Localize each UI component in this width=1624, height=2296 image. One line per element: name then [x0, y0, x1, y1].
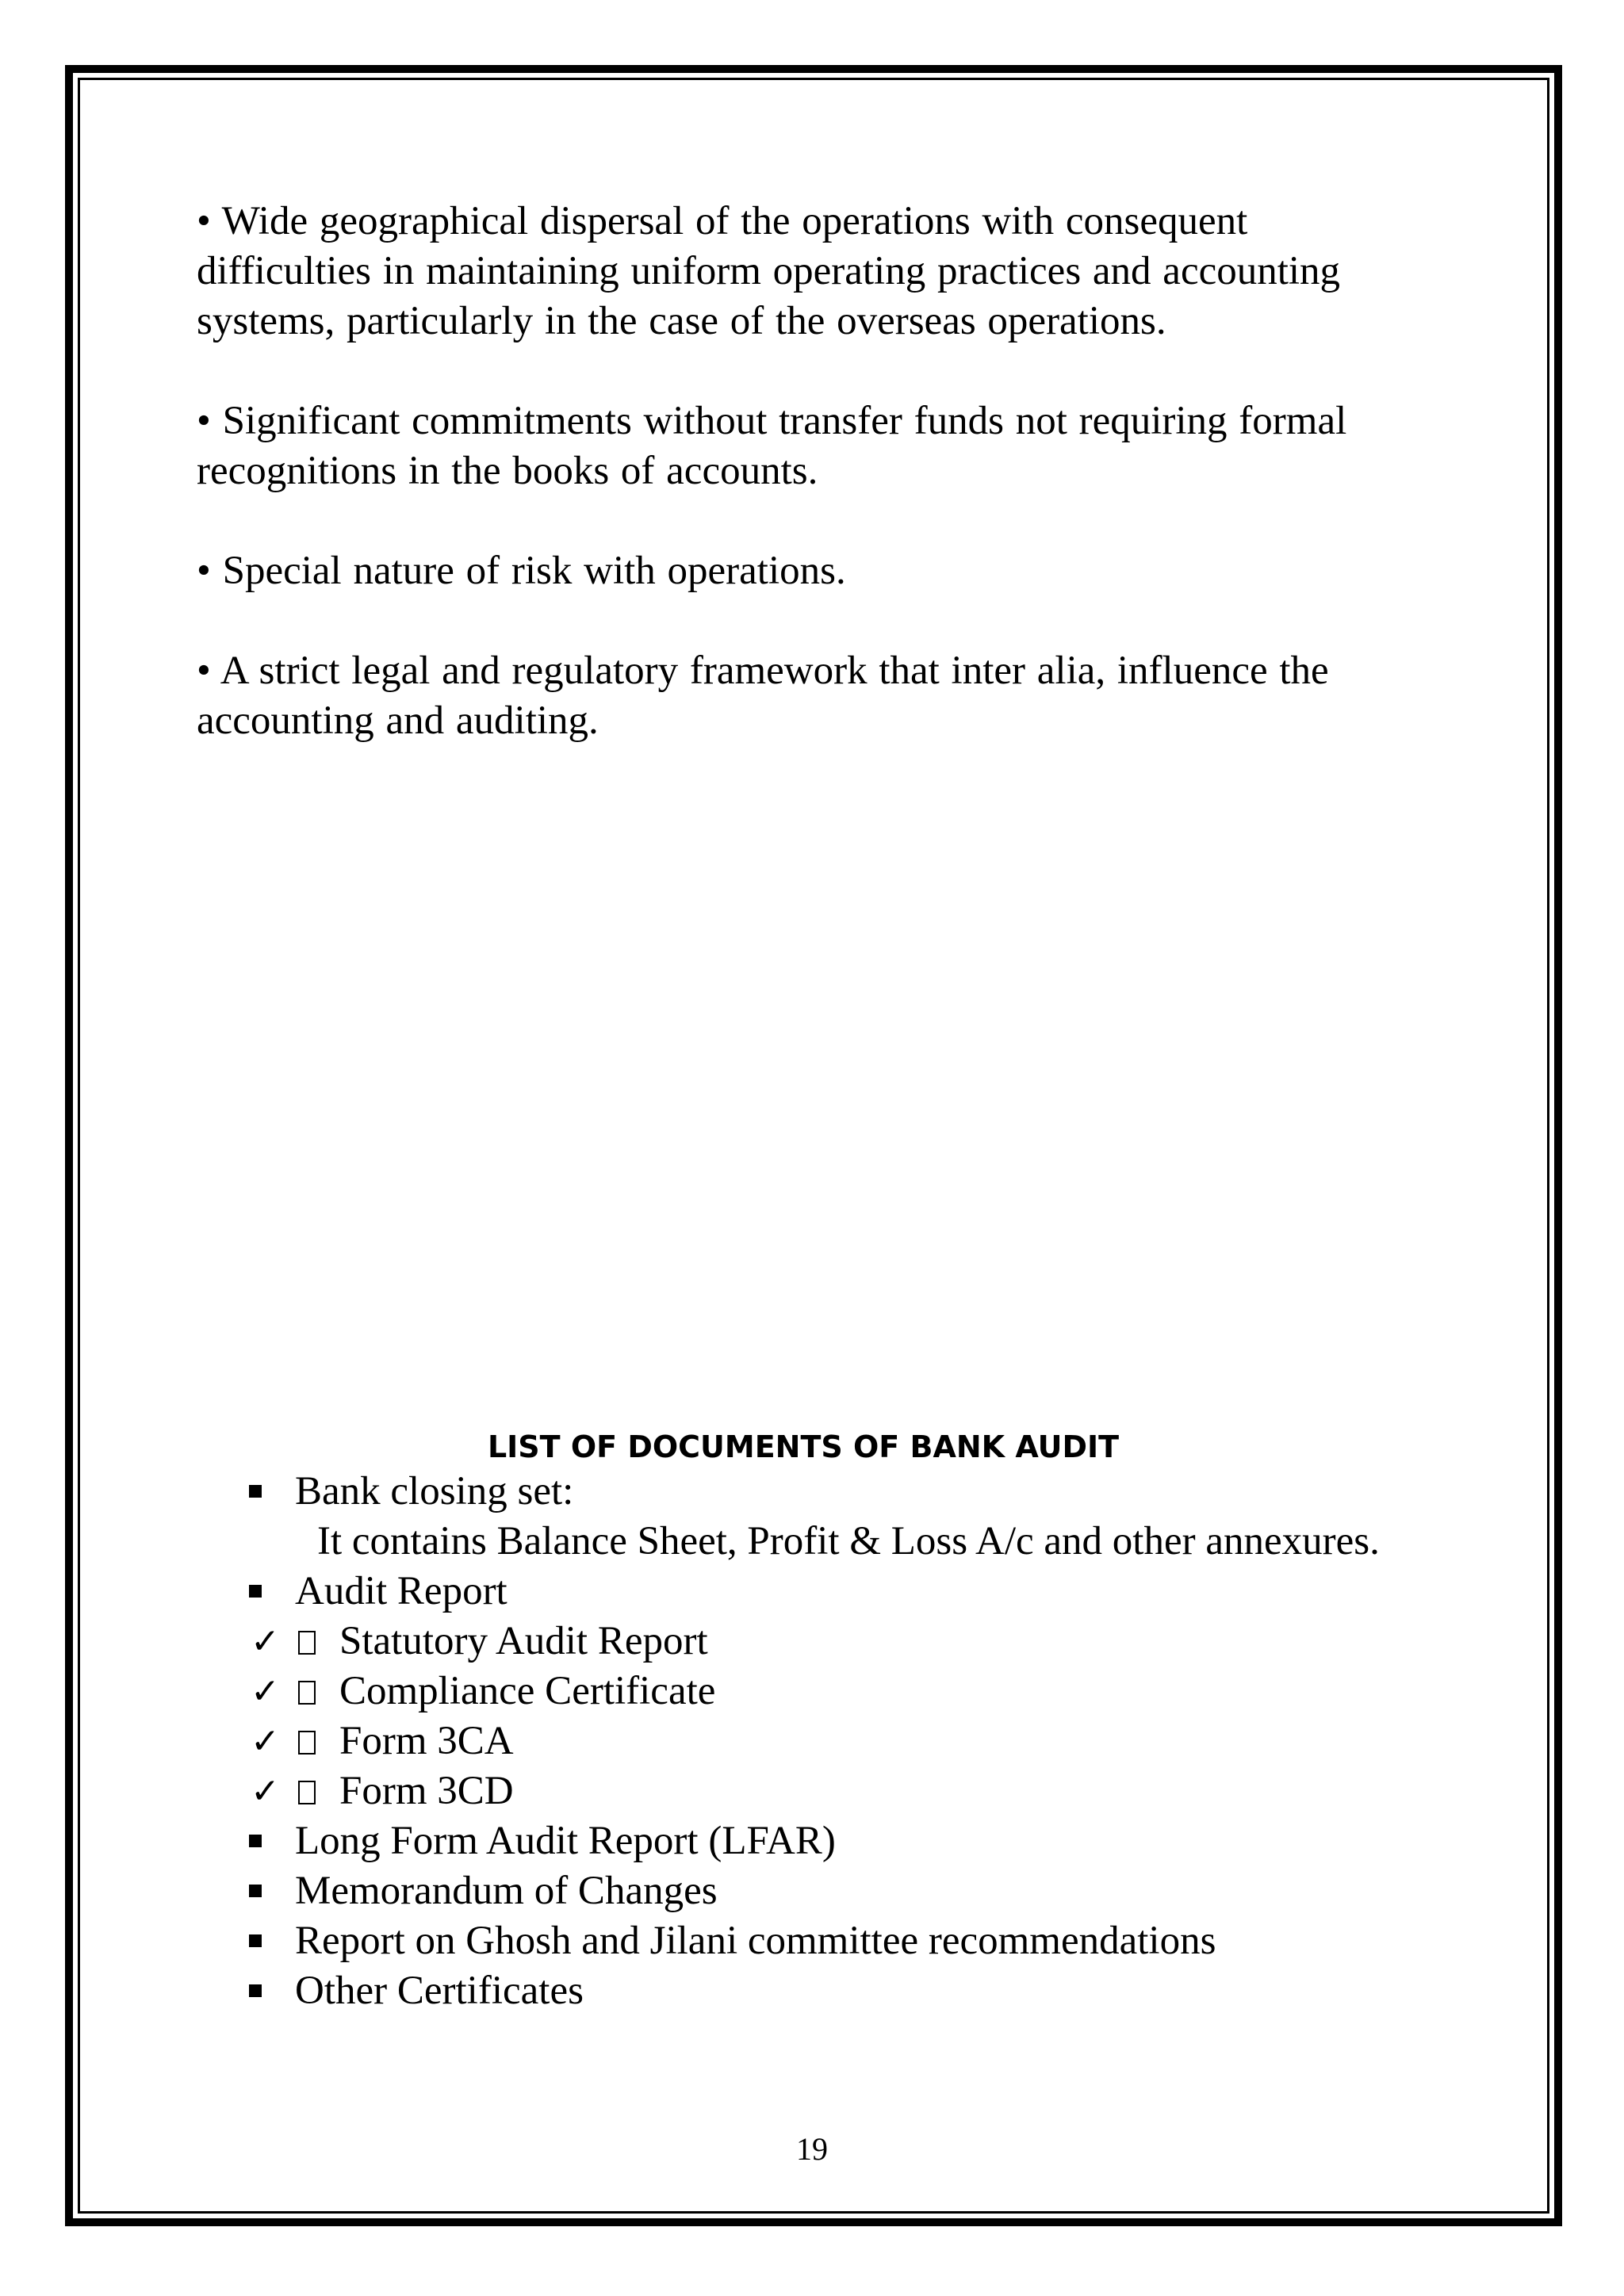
square-bullet-icon: [249, 1885, 262, 1897]
missing-glyph-box-icon: [298, 1731, 316, 1755]
sub-list-item-label: Form 3CD: [339, 1769, 514, 1813]
audit-report-sublist: [197, 1617, 1434, 1816]
square-bullet-icon: [249, 1934, 262, 1947]
sub-list-item: [197, 1667, 1434, 1716]
paragraph-geographical-dispersal: • Wide geographical dispersal of the operations with consequent difficulties in maintaining uniform operating practices and accounting systems, particularly in the case of the overseas operations.: [197, 199, 1341, 343]
sub-list-item: [197, 1617, 1434, 1667]
sub-list-item-label: Statutory Audit Report: [339, 1619, 708, 1663]
square-bullet-icon: [249, 1984, 262, 1997]
documents-list-continued: [197, 1816, 1434, 2016]
list-item: [197, 1966, 1434, 2016]
paragraph-significant-commitments: • Significant commitments without transfer funds not requiring formal recognitions in the books of accounts.: [197, 399, 1347, 493]
list-item-label: Other Certificates: [295, 1969, 584, 2013]
paragraph-legal-framework: • A strict legal and regulatory framework that inter alia, influence the accounting and auditing.: [197, 649, 1329, 743]
sub-list-item-label: Form 3CA: [339, 1719, 514, 1763]
page-number: 19: [796, 2131, 828, 2167]
list-item: [197, 1916, 1434, 1966]
list-item-description: It contains Balance Sheet, Profit & Loss A/c and other annexures.: [317, 1519, 1380, 1563]
sub-list-item-label: Compliance Certificate: [339, 1669, 716, 1713]
square-bullet-icon: [249, 1485, 262, 1498]
documents-section: [197, 1427, 1434, 2016]
square-bullet-icon: [249, 1835, 262, 1847]
list-item-label: Bank closing set:: [295, 1469, 574, 1513]
list-item-label: Report on Ghosh and Jilani committee recommendations: [295, 1919, 1216, 1963]
list-item: [197, 1467, 1434, 1567]
checkmark-icon: ✓: [251, 1771, 280, 1812]
list-item: [197, 1816, 1434, 1866]
sub-list-item: [197, 1766, 1434, 1816]
list-item: [197, 1866, 1434, 1916]
missing-glyph-box-icon: [298, 1681, 316, 1705]
checkmark-icon: ✓: [251, 1621, 280, 1662]
body-text: [197, 197, 1434, 796]
section-title: LIST OF DOCUMENTS OF BANK AUDIT: [487, 1429, 1120, 1464]
documents-list: [197, 1467, 1434, 1617]
list-item-label: Memorandum of Changes: [295, 1869, 718, 1913]
square-bullet-icon: [249, 1585, 262, 1598]
list-item: [197, 1567, 1434, 1617]
missing-glyph-box-icon: [298, 1781, 316, 1804]
list-item-label: Audit Report: [295, 1569, 508, 1613]
paragraph-special-risk: • Special nature of risk with operations.: [197, 549, 846, 593]
missing-glyph-box-icon: [298, 1631, 316, 1655]
list-item-label: Long Form Audit Report (LFAR): [295, 1819, 836, 1863]
sub-list-item: [197, 1716, 1434, 1766]
checkmark-icon: ✓: [251, 1671, 280, 1712]
checkmark-icon: ✓: [251, 1721, 280, 1762]
